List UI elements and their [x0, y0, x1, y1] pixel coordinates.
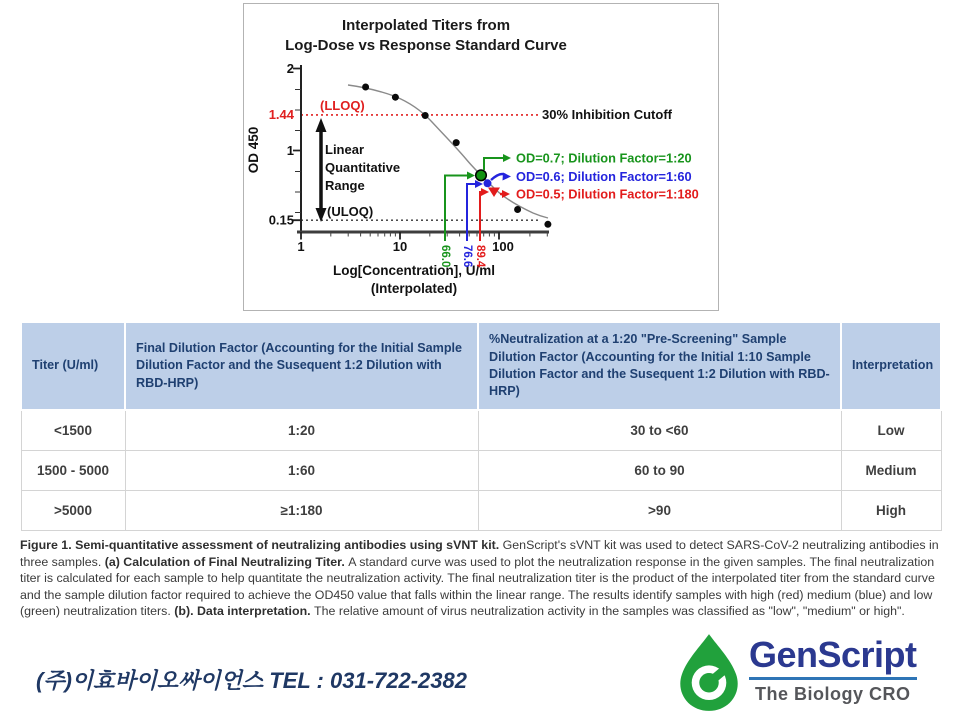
x-axis-label-line1: Log[Concentration], U/ml	[333, 263, 495, 278]
uloq-label: (ULOQ)	[327, 204, 374, 219]
cell-interpretation: Low	[841, 410, 941, 451]
header-percent-neutralization: %Neutralization at a 1:20 "Pre-Screening" Sample Dilution Factor (Accounting for the Initial 1:10 Sample Dilution Factor and the Susequent 1:2 Dilution with RBD-HRP)	[478, 322, 841, 410]
range-label-line3: Range	[325, 178, 365, 193]
logo-tagline: The Biology CRO	[755, 684, 911, 704]
cell-dilution: ≥1:180	[125, 491, 478, 531]
lloq-label: (LLOQ)	[320, 98, 365, 113]
green-annotation-arrow	[484, 154, 511, 170]
y-tick-0p15: 0.15	[268, 212, 294, 228]
genscript-logo-text	[749, 633, 917, 705]
standard-curve-plot	[244, 4, 718, 310]
y-major-ticks	[293, 69, 301, 221]
y-axis-label: OD 450	[246, 126, 261, 174]
cell-titer: 1500 - 5000	[21, 451, 125, 491]
blue-sample-marker	[484, 179, 492, 187]
titer-value-blue: 76.6	[461, 245, 473, 268]
cell-neutralization: 60 to 90	[478, 451, 841, 491]
logo-divider	[749, 677, 917, 680]
blue-annotation-arrow	[491, 173, 511, 181]
x-tick-10: 10	[392, 239, 408, 254]
table-header-row	[21, 322, 941, 410]
figure-caption: Figure 1. Semi-quantitative assessment of neutralizing antibodies using sVNT kit. GenScript's sVNT kit was used to detect SARS-CoV-2 neutralizing antibodies in three samples. (a) Calculation of Final Neutralizing Titer. A standard curve was used to plot the neutralization response in the given samples. The final neutralization titer is calculated for each sample to help quantitate the neutralization activity. The final neutralization titer is the product of the interpolated titer from the standard curve and the sample dilution factor required to achieve the OD450 value that falls within the linear range. The results identify samples with high (red) medium (blue) and low (green) neutralization titers. (b). Data interpretation. The relative amount of virus neutralization activity in the samples was classified as "low", "medium" or high".	[20, 538, 939, 618]
header-final-dilution-factor: Final Dilution Factor (Accounting for the Initial Sample Dilution Factor and the Susequent 1:2 Dilution with RBD-HRP)	[125, 322, 478, 410]
cell-dilution: 1:60	[125, 451, 478, 491]
chart-title-line2: Log-Dose vs Response Standard Curve	[285, 37, 567, 54]
green-sample-marker	[476, 170, 487, 181]
cell-titer: >5000	[21, 491, 125, 531]
annotation-green: OD=0.7; Dilution Factor=1:20	[516, 150, 692, 166]
range-label-line2: Quantitative	[325, 160, 401, 175]
cell-neutralization: >90	[478, 491, 841, 531]
titer-value-green: 66.0	[439, 245, 451, 268]
inhibition-cutoff-label: 30% Inhibition Cutoff	[542, 107, 672, 122]
titer-value-red: 89.4	[474, 245, 486, 268]
y-tick-2: 2	[286, 61, 294, 76]
y-tick-lloq-1p44: 1.44	[268, 107, 294, 122]
table-row	[21, 451, 941, 491]
cell-interpretation: Medium	[841, 451, 941, 491]
titer-interpretation-table	[20, 321, 942, 531]
cell-interpretation: High	[841, 491, 941, 531]
x-tick-100: 100	[492, 239, 514, 254]
table-row	[21, 410, 941, 451]
genscript-logo	[676, 633, 917, 713]
chart-title-line1: Interpolated Titers from	[341, 17, 511, 34]
header-interpretation: Interpretation	[841, 322, 941, 410]
x-axis-label-line2: (Interpolated)	[370, 281, 458, 296]
x-tick-1: 1	[297, 239, 305, 254]
cell-titer: <1500	[21, 410, 125, 451]
header-titer: Titer (U/ml)	[21, 322, 125, 410]
annotation-blue: OD=0.6; Dilution Factor=1:60	[516, 169, 692, 184]
y-tick-1: 1	[286, 143, 294, 158]
annotation-red: OD=0.5; Dilution Factor=1:180	[516, 186, 699, 202]
genscript-droplet-icon	[676, 633, 742, 713]
distributor-contact: (주)이효바이오싸이언스 TEL : 031-722-2382	[36, 668, 467, 693]
cell-neutralization: 30 to <60	[478, 410, 841, 451]
logo-wordmark: GenScript	[749, 634, 917, 675]
range-label-line1: Linear	[325, 142, 365, 157]
table-row	[21, 491, 941, 531]
standard-curve-figure	[243, 3, 719, 311]
cell-dilution: 1:20	[125, 410, 478, 451]
